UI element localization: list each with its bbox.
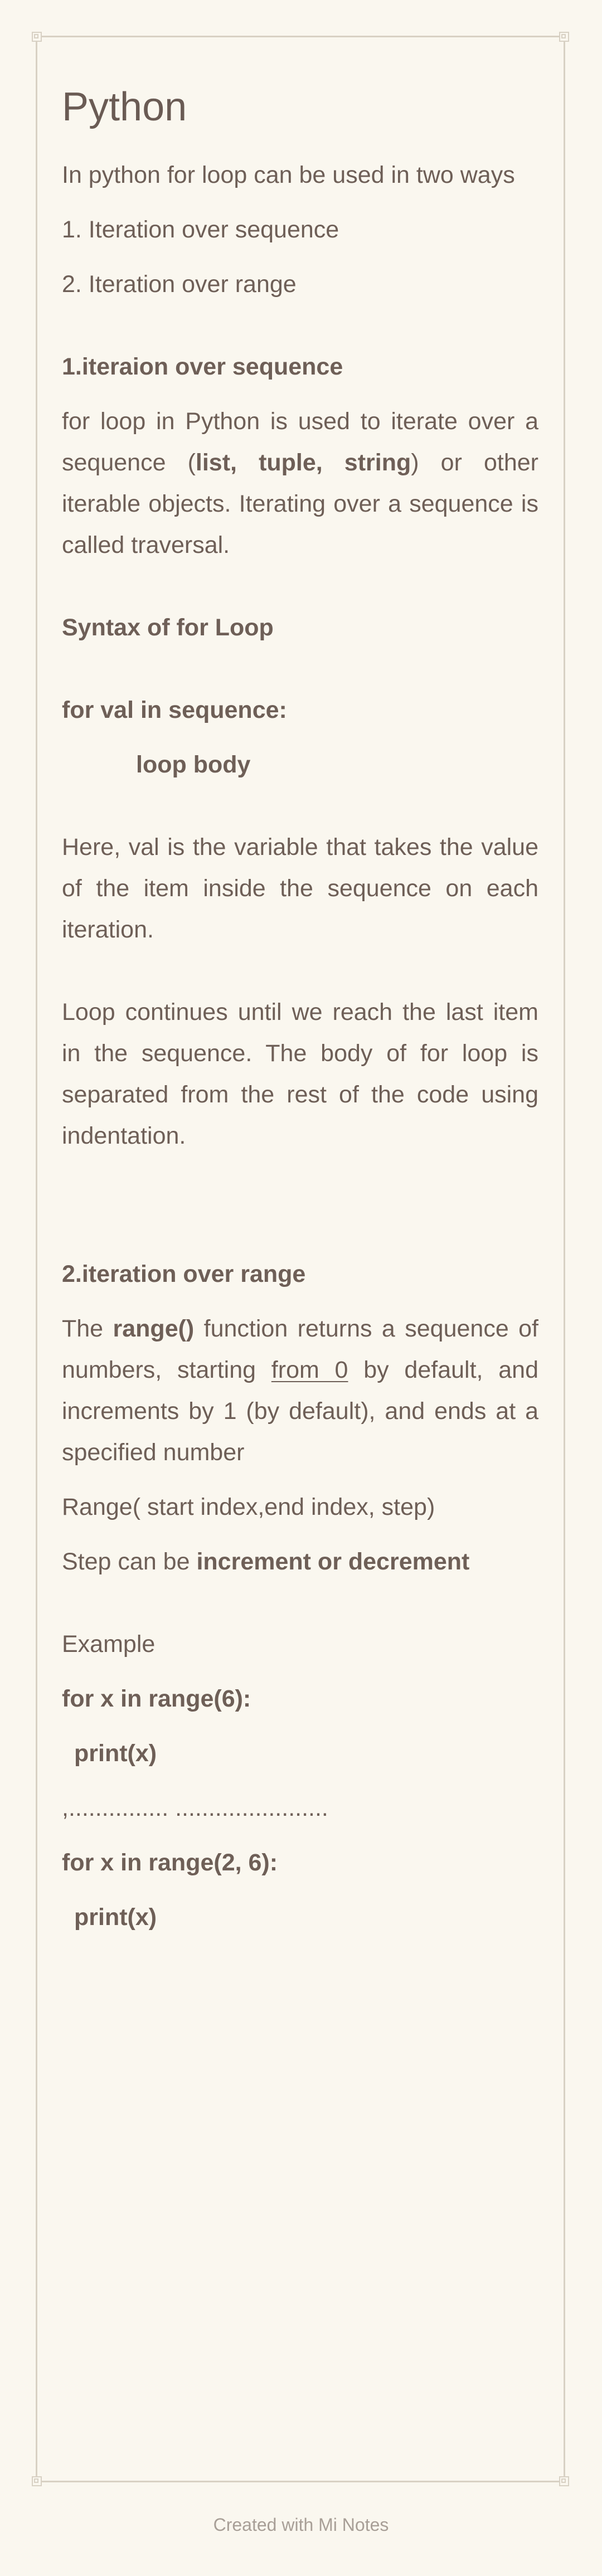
frame-corner-ornament bbox=[559, 32, 569, 42]
syntax-line-2: loop body bbox=[136, 751, 251, 778]
frame-corner-ornament bbox=[32, 32, 42, 42]
way-item-2: 2. Iteration over range bbox=[62, 271, 297, 298]
section1-paragraph bbox=[62, 401, 538, 566]
syntax-heading: Syntax of for Loop bbox=[62, 614, 274, 641]
syntax-explanation-1: Here, val is the variable that takes the value of the item inside the sequence on each iteration. bbox=[62, 834, 538, 943]
way-item-1: 1. Iteration over sequence bbox=[62, 216, 339, 243]
section1-paragraph-bold: list, tuple, string bbox=[195, 449, 411, 476]
syntax-line-1: for val in sequence: bbox=[62, 697, 287, 723]
note-frame bbox=[36, 36, 565, 2482]
section1-paragraph-start: for loop in Python is used to iterate over a sequence ( bbox=[62, 408, 538, 476]
frame-corner-ornament bbox=[559, 2476, 569, 2486]
section2-paragraph bbox=[62, 1308, 538, 1473]
step-text-prefix: Step can be bbox=[62, 1548, 197, 1575]
note-title: Python bbox=[62, 85, 187, 129]
step-text bbox=[62, 1541, 538, 1582]
footer-credit: Created with Mi Notes bbox=[213, 2515, 389, 2535]
section1-paragraph-end: ) or other iterable objects. Iterating over a sequence is called traversal. bbox=[62, 449, 538, 558]
range-syntax: Range( start index,end index, step) bbox=[62, 1494, 435, 1520]
code1-line-1: for x in range(6): bbox=[62, 1685, 251, 1712]
code2-line-2: print(x) bbox=[74, 1904, 157, 1931]
frame-corner-ornament bbox=[32, 2476, 42, 2486]
example-label: Example bbox=[62, 1631, 156, 1658]
section2-paragraph-bold: range() bbox=[113, 1315, 195, 1342]
section2-heading: 2.iteration over range bbox=[62, 1261, 306, 1287]
code-separator: ,............... ....................... bbox=[62, 1795, 328, 1821]
section2-paragraph-underline: from 0 bbox=[271, 1357, 348, 1383]
section2-paragraph-the: The bbox=[62, 1315, 113, 1342]
section1-heading: 1.iteraion over sequence bbox=[62, 353, 343, 380]
code2-line-1: for x in range(2, 6): bbox=[62, 1849, 278, 1876]
section2-paragraph-mid: function returns a sequence of numbers, starting bbox=[62, 1315, 538, 1383]
syntax-explanation-2: Loop continues until we reach the last item in the sequence. The body of for loop is separated from the rest of the code using indentation. bbox=[62, 999, 538, 1149]
step-text-bold: increment or decrement bbox=[196, 1548, 470, 1575]
note-content bbox=[62, 82, 538, 1951]
code1-line-2: print(x) bbox=[74, 1740, 157, 1767]
section2-paragraph-end: by default, and increments by 1 (by default), and ends at a specified number bbox=[62, 1357, 538, 1466]
intro-text: In python for loop can be used in two ways bbox=[62, 162, 515, 188]
